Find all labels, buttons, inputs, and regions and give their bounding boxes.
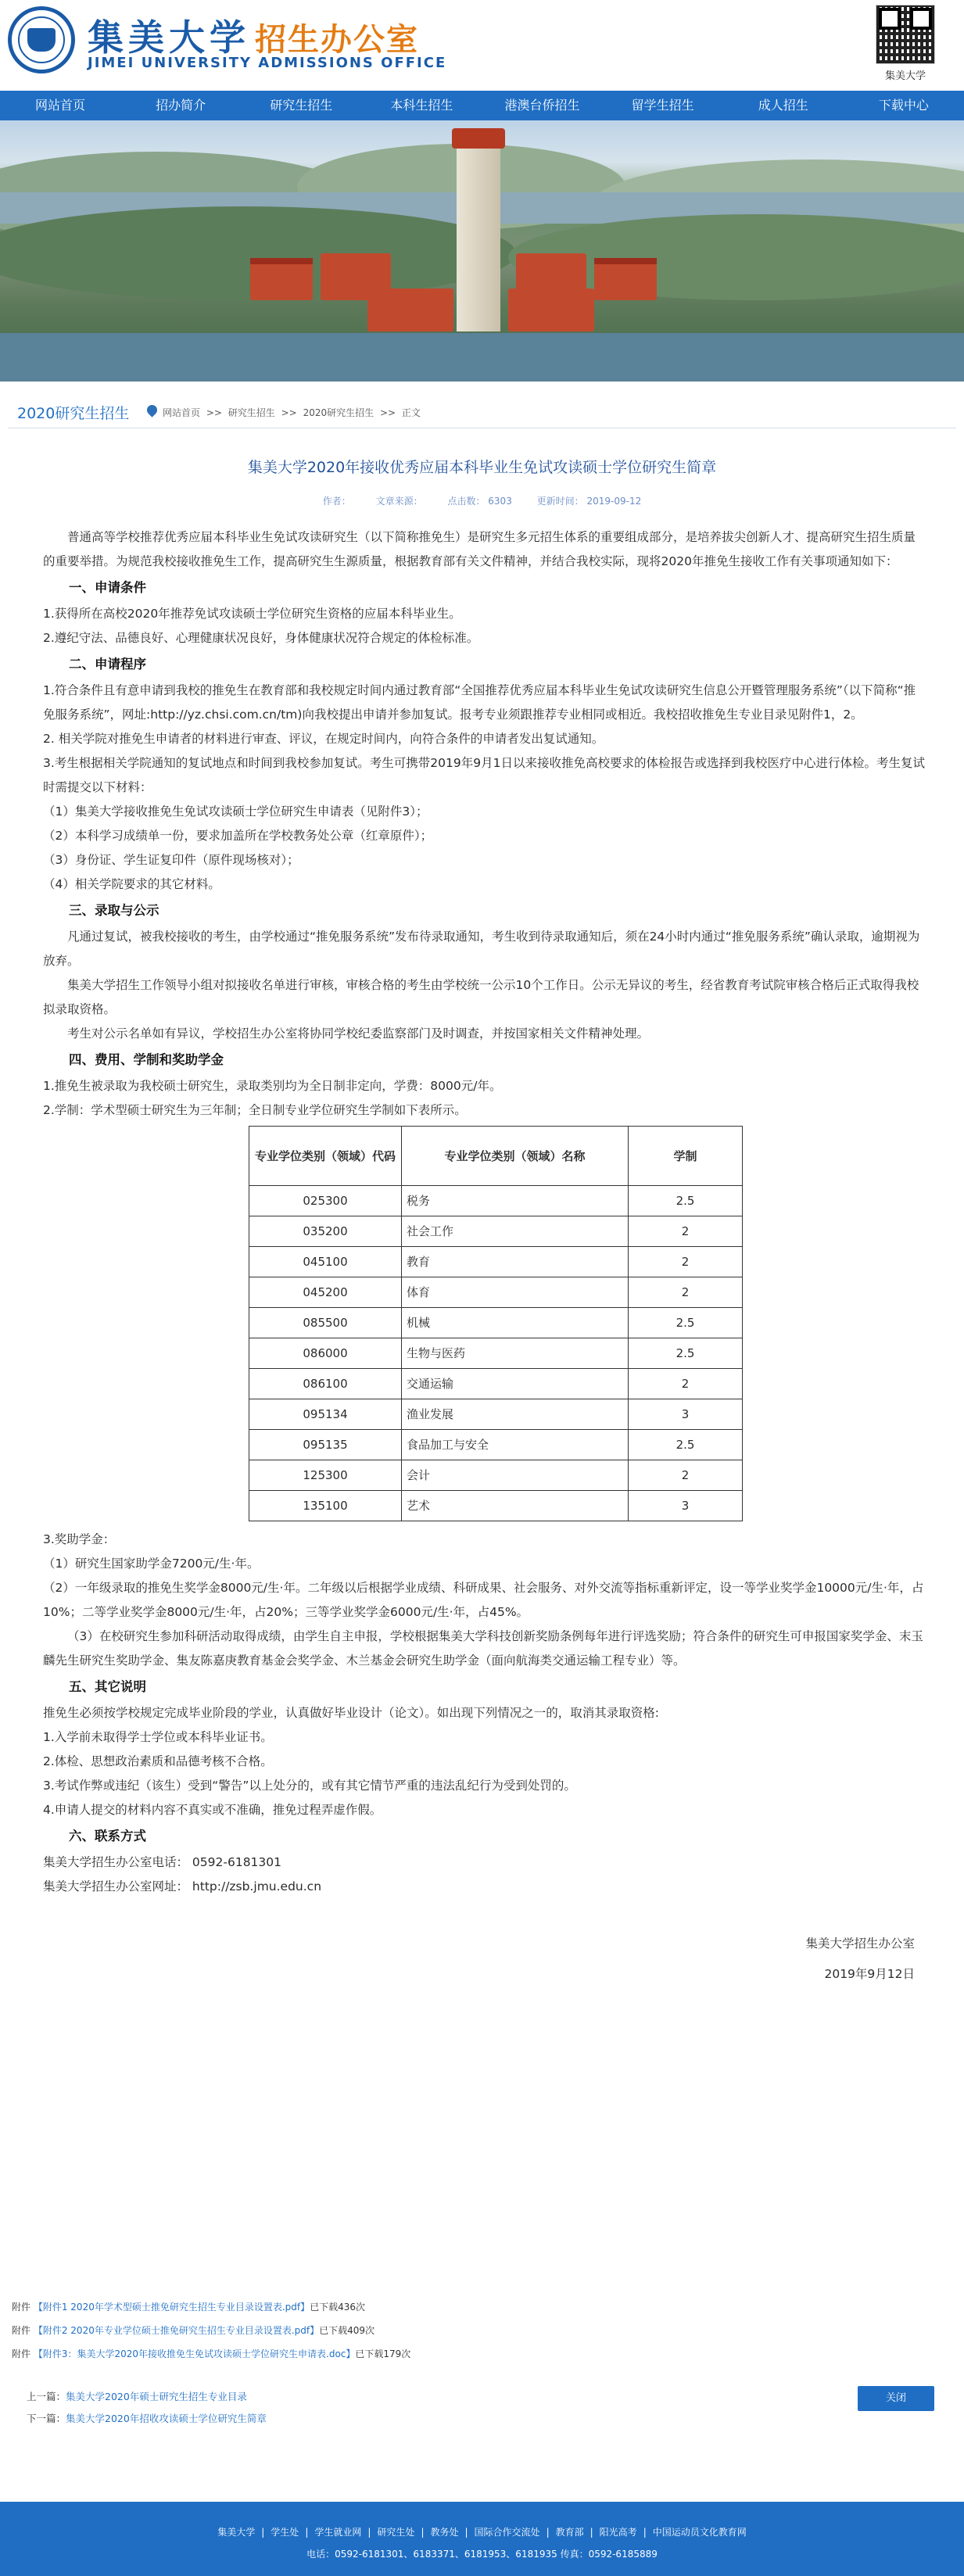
footer-links [0, 2525, 964, 2538]
footer-link[interactable]: 学生就业网 [314, 2527, 362, 2538]
footer-link[interactable]: 教育部 [555, 2527, 584, 2538]
body-paragraph: 集美大学招生工作领导小组对拟接收名单进行审核，审核合格的考生由学校统一公示10个工作日。公示无异议的考生，经省教育考试院审核合格后正式取得我校拟录取资格。 [43, 978, 919, 1016]
prev-label: 上一篇： [27, 2391, 66, 2402]
table-cell-code: 025300 [249, 1186, 402, 1216]
table-row [249, 1277, 743, 1308]
table-cell-code: 085500 [249, 1308, 402, 1338]
meta-source: 文章来源： [375, 496, 423, 507]
table-cell-name: 会计 [402, 1460, 629, 1491]
attachment-label: 附件 [12, 2325, 31, 2336]
breadcrumb-separator: >> [379, 407, 396, 418]
footer-contact-info: 电话：0592-6181301、6183371、6181953、6181935 传真：0592-6185889 [306, 2549, 658, 2560]
table-cell-code: 125300 [249, 1460, 402, 1491]
nav-download-center[interactable]: 下载中心 [878, 98, 929, 113]
section-heading: 五、其它说明 [69, 1679, 146, 1694]
list-item: （3）在校研究生参加科研活动取得成绩，由学生自主申报，学校根据集美大学科技创新奖励条例每年进行评选奖励；符合条件的研究生可申报国家奖学金、末玉麟先生研究生奖助学金、集友陈嘉庚教育基金会奖学金、木兰基金会研究生助学金（面向航海类交通运输工程专业）等。 [43, 1629, 923, 1668]
table-cell-code: 095134 [249, 1399, 402, 1430]
meta-clicks: 点击数： 6303 [447, 496, 512, 507]
table-cell-duration: 2 [629, 1369, 743, 1399]
nav-home[interactable]: 网站首页 [35, 98, 86, 113]
table-cell-code: 086000 [249, 1338, 402, 1369]
nav-graduate-admissions[interactable]: 研究生招生 [270, 98, 333, 113]
table-cell-name: 艺术 [402, 1491, 629, 1521]
table-cell-code: 095135 [249, 1430, 402, 1460]
attachment-item [12, 2319, 637, 2342]
table-row [249, 1491, 743, 1521]
table-cell-name: 交通运输 [402, 1369, 629, 1399]
nav-office-intro[interactable]: 招办简介 [156, 98, 206, 113]
breadcrumb-2020-graduate[interactable]: 2020研究生招生 [303, 407, 374, 418]
table-cell-name: 社会工作 [402, 1216, 629, 1247]
footer-link[interactable]: 教务处 [430, 2527, 459, 2538]
list-item: （1）研究生国家助学金7200元/生·年。 [43, 1557, 260, 1571]
footer-separator: | [590, 2527, 593, 2538]
body-paragraph: 凡通过复试，被我校接收的考生，由学校通过“推免服务系统”发布待录取通知，考生收到待录取通知后，须在24小时内通过“推免服务系统”确认录取，逾期视为放弃。 [43, 930, 920, 968]
signature-organization: 集美大学招生办公室 [805, 1936, 915, 1951]
section-heading: 二、申请程序 [69, 657, 146, 672]
table-row [249, 1460, 743, 1491]
table-row [249, 1308, 743, 1338]
table-cell-code: 045100 [249, 1247, 402, 1277]
table-row [249, 1216, 743, 1247]
attachment-downloads: 已下载179次 [355, 2348, 411, 2359]
footer-link[interactable]: 研究生处 [377, 2527, 415, 2538]
article-body [43, 525, 926, 1987]
qr-code-label: 集美大学 [884, 70, 926, 82]
article-meta [0, 494, 964, 507]
table-cell-duration: 2 [629, 1216, 743, 1247]
qr-code-image [876, 5, 935, 64]
table-cell-name: 教育 [402, 1247, 629, 1277]
table-cell-duration: 3 [629, 1399, 743, 1430]
table-header-name: 专业学位类别（领域）名称 [402, 1127, 629, 1186]
table-cell-code: 045200 [249, 1277, 402, 1308]
footer-separator: | [367, 2527, 371, 2538]
table-header-code: 专业学位类别（领域）代码 [249, 1127, 402, 1186]
next-label: 下一篇： [27, 2413, 66, 2424]
footer-link[interactable]: 中国运动员文化教育网 [652, 2527, 747, 2538]
breadcrumb-home[interactable]: 网站首页 [163, 407, 201, 418]
body-paragraph: 2.学制：学术型硕士研究生为三年制；全日制专业学位研究生学制如下表所示。 [43, 1103, 467, 1117]
list-item: 3.考试作弊或违纪（该生）受到“警告”以上处分的，或有其它情节严重的违法乱纪行为受到处罚的。 [43, 1779, 576, 1793]
body-paragraph: 推免生必须按学校规定完成毕业阶段的学业，认真做好毕业设计（论文）。如出现下列情况之一的，取消其录取资格: [43, 1706, 659, 1720]
attachment-link[interactable]: 【附件3：集美大学2020年接收推免生免试攻读硕士学位研究生申请表.doc】 [33, 2348, 356, 2359]
nav-hk-macao-taiwan-admissions[interactable]: 港澳台侨招生 [504, 98, 580, 113]
breadcrumb-separator: >> [206, 407, 222, 418]
table-cell-code: 086100 [249, 1369, 402, 1399]
section-heading: 四、费用、学制和奖助学金 [69, 1052, 224, 1067]
site-footer [0, 2502, 964, 2576]
table-row [249, 1399, 743, 1430]
prev-next-links [27, 2386, 267, 2430]
section-heading: 三、录取与公示 [69, 903, 159, 918]
signature-date: 2019年9月12日 [824, 1967, 915, 1981]
table-cell-duration: 2.5 [629, 1186, 743, 1216]
nav-undergraduate-admissions[interactable]: 本科生招生 [390, 98, 453, 113]
body-paragraph: 2. 相关学院对推免生申请者的材料进行审查、评议，在规定时间内，向符合条件的申请者发出复试通知。 [43, 732, 604, 746]
table-cell-code: 035200 [249, 1216, 402, 1247]
attachment-downloads: 已下载436次 [310, 2302, 366, 2313]
nav-international-admissions[interactable]: 留学生招生 [631, 98, 694, 113]
footer-separator: | [421, 2527, 425, 2538]
table-cell-name: 生物与医药 [402, 1338, 629, 1369]
next-article-link[interactable]: 集美大学2020年招收攻读硕士学位研究生简章 [66, 2413, 267, 2424]
body-paragraph: 2.遵纪守法、品德良好、心理健康状况良好，身体健康状况符合规定的体检标准。 [43, 631, 479, 645]
program-duration-table [249, 1126, 743, 1521]
table-row [249, 1338, 743, 1369]
site-header [0, 0, 964, 91]
table-cell-duration: 2.5 [629, 1308, 743, 1338]
table-row [249, 1369, 743, 1399]
table-cell-code: 135100 [249, 1491, 402, 1521]
attachment-downloads: 已下载409次 [319, 2325, 375, 2336]
table-row [249, 1247, 743, 1277]
table-cell-duration: 2 [629, 1247, 743, 1277]
section-title: 2020研究生招生 [17, 405, 130, 422]
list-item: 1.入学前未取得学士学位或本科毕业证书。 [43, 1730, 273, 1744]
contact-website: 集美大学招生办公室网址： http://zsb.jmu.edu.cn [43, 1879, 322, 1893]
site-logo-text[interactable] [88, 9, 419, 61]
logo-office-name: 招生办公室 [255, 22, 419, 58]
body-paragraph: 考生对公示名单如有异议，学校招生办公室将协同学校纪委监察部门及时调查，并按国家相关文件精神处理。 [67, 1026, 650, 1041]
meta-author: 作者： [322, 496, 351, 507]
breadcrumb [163, 406, 424, 419]
table-cell-duration: 2.5 [629, 1338, 743, 1369]
table-row [249, 1186, 743, 1216]
body-paragraph: 1.获得所在高校2020年推荐免试攻读硕士学位研究生资格的应届本科毕业生。 [43, 607, 461, 621]
body-paragraph: 3.奖助学金： [43, 1532, 116, 1546]
list-item: （4）相关学院要求的其它材料。 [43, 877, 220, 891]
list-item: （2）本科学习成绩单一份，要求加盖所在学校教务处公章（红章原件）； [43, 829, 433, 843]
footer-separator: | [305, 2527, 309, 2538]
table-cell-name: 税务 [402, 1186, 629, 1216]
table-cell-duration: 2.5 [629, 1430, 743, 1460]
attachment-label: 附件 [12, 2302, 31, 2313]
location-pin-icon [145, 403, 159, 417]
breadcrumb-bar [8, 392, 956, 428]
article-title: 集美大学2020年接收优秀应届本科毕业生免试攻读硕士学位研究生简章 [247, 459, 717, 476]
table-header-duration: 学制 [629, 1127, 743, 1186]
breadcrumb-current: 正文 [401, 407, 421, 418]
intro-paragraph: 普通高等学校推荐优秀应届本科毕业生免试攻读研究生（以下简称推免生）是研究生多元招生体系的重要组成部分，是培养拔尖创新人才、提高研究生招生质量的重要举措。为规范我校接收推免生工作，提高研究生生源质量，根据教育部有关文件精神，并结合我校实际，现将2020年推免生接收工作有关事项通知如下： [43, 530, 916, 568]
body-paragraph: 3.考生根据相关学院通知的复试地点和时间到我校参加复试。考生可携带2019年9月1日以来接收推免高校要求的体检报告或选择到我校医疗中心进行体检。考生复试时需提交以下材料： [43, 756, 925, 794]
footer-separator: | [261, 2527, 265, 2538]
logo-university-name: 集美大学 [88, 16, 250, 59]
attachment-label: 附件 [12, 2348, 31, 2359]
attachment-item [12, 2295, 637, 2319]
close-button[interactable]: 关闭 [858, 2386, 934, 2411]
attachments-list [12, 2295, 637, 2366]
table-header-row [249, 1127, 743, 1186]
table-cell-duration: 2 [629, 1460, 743, 1491]
attachment-link[interactable]: 【附件1 2020年学术型硕士推免研究生招生专业目录设置表.pdf】 [33, 2302, 310, 2313]
table-cell-duration: 2 [629, 1277, 743, 1308]
contact-phone: 集美大学招生办公室电话： 0592-6181301 [43, 1855, 281, 1869]
section-heading: 一、申请条件 [69, 580, 146, 595]
list-item: 2.体检、思想政治素质和品德考核不合格。 [43, 1754, 273, 1768]
logo-english-name: JIMEI UNIVERSITY ADMISSIONS OFFICE [88, 55, 447, 71]
breadcrumb-separator: >> [281, 407, 297, 418]
footer-separator: | [546, 2527, 550, 2538]
table-cell-name: 机械 [402, 1308, 629, 1338]
list-item: 4.申请人提交的材料内容不真实或不准确，推免过程弄虚作假。 [43, 1803, 382, 1817]
table-cell-duration: 3 [629, 1491, 743, 1521]
list-item: （3）身份证、学生证复印件（原件现场核对）； [43, 853, 299, 867]
university-seal-logo[interactable] [8, 6, 75, 73]
footer-link[interactable]: 国际合作交流处 [474, 2527, 540, 2538]
nav-adult-admissions[interactable]: 成人招生 [758, 98, 808, 113]
footer-separator: | [643, 2527, 647, 2538]
section-heading: 六、联系方式 [69, 1829, 146, 1843]
breadcrumb-graduate[interactable]: 研究生招生 [228, 407, 275, 418]
attachment-item [12, 2342, 637, 2366]
table-row [249, 1430, 743, 1460]
prev-article-link[interactable]: 集美大学2020年硕士研究生招生专业目录 [66, 2391, 247, 2402]
campus-banner-image [0, 120, 964, 382]
list-item: （2）一年级录取的推免生奖学金8000元/生·年。二年级以后根据学业成绩、科研成果、社会服务、对外交流等指标重新评定，设一等学业奖学金10000元/生·年，占10%；二等学业奖学金8000元/生·年，占20%；三等学业奖学金6000元/生·年，占45%。 [43, 1581, 924, 1619]
meta-updated: 更新时间： 2019-09-12 [536, 496, 642, 507]
footer-link[interactable]: 学生处 [271, 2527, 299, 2538]
body-paragraph: 1.符合条件且有意申请到我校的推免生在教育部和我校规定时间内通过教育部“全国推荐优秀应届本科毕业生免试攻读研究生信息公开暨管理服务系统”（以下简称“推免服务系统”，网址:http://yz.chsi.com.cn/tm)向我校提出申请并参加复试。报考专业须跟推荐专业相同或相近。我校招收推免生专业目录见附件1，2。 [43, 683, 916, 722]
body-paragraph: 1.推免生被录取为我校硕士研究生，录取类别均为全日制非定向，学费：8000元/年。 [43, 1079, 502, 1093]
list-item: （1）集美大学接收推免生免试攻读硕士学位研究生申请表（见附件3）； [43, 804, 428, 819]
table-cell-name: 体育 [402, 1277, 629, 1308]
footer-separator: | [464, 2527, 468, 2538]
main-nav [0, 91, 964, 120]
table-cell-name: 渔业发展 [402, 1399, 629, 1430]
attachment-link[interactable]: 【附件2 2020年专业学位硕士推免研究生招生专业目录设置表.pdf】 [33, 2325, 320, 2336]
footer-link[interactable]: 集美大学 [217, 2527, 256, 2538]
footer-link[interactable]: 阳光高考 [599, 2527, 637, 2538]
table-cell-name: 食品加工与安全 [402, 1430, 629, 1460]
